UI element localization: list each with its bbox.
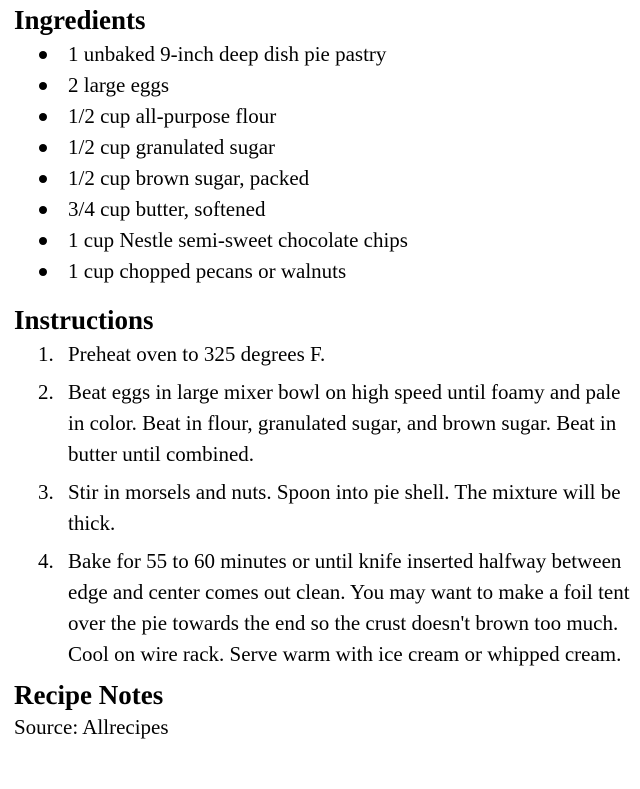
recipe-source: Source: Allrecipes	[14, 715, 169, 739]
bullet-icon	[39, 144, 47, 152]
ingredient-item: 2 large eggs	[14, 70, 634, 101]
step-text: Beat eggs in large mixer bowl on high speed until foamy and pale in color. Beat in flour, granulated sugar, and brown sugar. Beat in butter until combined.	[68, 380, 621, 466]
instruction-step	[14, 546, 634, 670]
bullet-icon	[39, 237, 47, 245]
bullet-icon	[39, 206, 47, 214]
step-text: Bake for 55 to 60 minutes or until knife inserted halfway between edge and center comes out clean. You may want to make a foil tent over the pie towards the end so the crust doesn't brown too much. Cool on wire rack. Serve warm with ice cream or whipped cream.	[68, 549, 630, 666]
recipe-notes-section	[14, 679, 634, 742]
ingredients-heading: Ingredients	[14, 5, 146, 35]
ingredient-item: 1 cup Nestle semi-sweet chocolate chips	[14, 225, 634, 256]
step-text: Preheat oven to 325 degrees F.	[68, 342, 326, 366]
ingredient-item: 1 unbaked 9-inch deep dish pie pastry	[14, 39, 634, 70]
ingredients-section	[14, 4, 634, 287]
bullet-icon	[39, 113, 47, 121]
ingredient-item: 1/2 cup granulated sugar	[14, 132, 634, 163]
instructions-list	[14, 339, 634, 670]
ingredient-item: 1 cup chopped pecans or walnuts	[14, 256, 634, 287]
step-number: 3.	[38, 480, 54, 504]
step-number: 2.	[38, 380, 54, 404]
ingredients-list	[14, 39, 634, 287]
ingredient-item: 3/4 cup butter, softened	[14, 194, 634, 225]
bullet-icon	[39, 51, 47, 59]
bullet-icon	[39, 268, 47, 276]
instructions-section	[14, 304, 634, 670]
instruction-step	[14, 339, 634, 370]
instruction-step	[14, 477, 634, 539]
step-text: Stir in morsels and nuts. Spoon into pie shell. The mixture will be thick.	[68, 480, 621, 535]
bullet-icon	[39, 175, 47, 183]
step-number: 4.	[38, 549, 54, 573]
instructions-heading: Instructions	[14, 305, 154, 335]
ingredient-item: 1/2 cup all-purpose flour	[14, 101, 634, 132]
recipe-notes-heading: Recipe Notes	[14, 680, 164, 710]
step-number: 1.	[38, 342, 54, 366]
instruction-step	[14, 377, 634, 470]
bullet-icon	[39, 82, 47, 90]
ingredient-item: 1/2 cup brown sugar, packed	[14, 163, 634, 194]
